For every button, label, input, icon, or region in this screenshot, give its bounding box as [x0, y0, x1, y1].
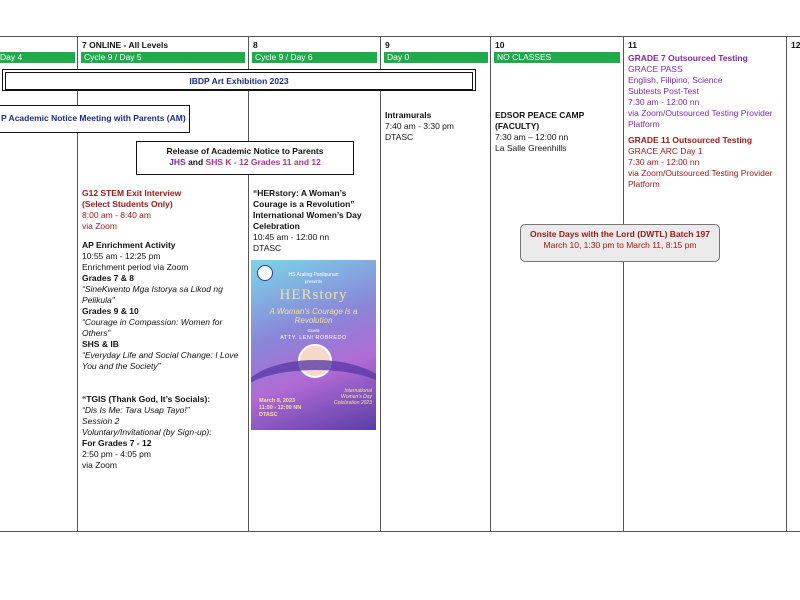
cycle-bar-day-8: Cycle 9 / Day 6: [252, 52, 377, 63]
day-header-11: 11: [628, 40, 637, 50]
tgis-sub1: “Dis Is Me: Tara Usap Tayo!”: [82, 405, 190, 415]
peace-camp-place: La Salle Greenhills: [495, 143, 567, 153]
grade7-testing-line2: English, Filipino, Science: [628, 75, 723, 85]
release-title: Release of Academic Notice to Parents: [166, 146, 324, 156]
release-academic-notice-box: [136, 141, 354, 175]
peace-camp-time: 7:30 am – 12:00 nn: [495, 132, 569, 142]
column-divider: [380, 37, 381, 531]
shs-ib-title: “Everyday Life and Social Change: I Love You and the Society”: [82, 350, 239, 371]
herstory-poster: [251, 260, 376, 430]
onsite-dwtl-dates: March 10, 1:30 pm to March 11, 8:15 pm: [543, 240, 697, 250]
release-audience: [137, 157, 353, 168]
poster-presenter: HS Araling Panlipunan: [288, 272, 339, 278]
onsite-dwtl-box: [520, 224, 720, 262]
intramurals-title: Intramurals: [385, 110, 432, 120]
poster-date: [259, 398, 301, 419]
grades-7-8-title: “SineKwento Mga Istorya sa Likod ng Pelikula”: [82, 284, 223, 305]
shs-ib-label: SHS & IB: [82, 339, 119, 349]
day-header-7: 7 ONLINE - All Levels: [82, 40, 169, 50]
intramurals-time: 7:40 am - 3:30 pm: [385, 121, 454, 131]
grade7-testing-line5: via Zoom/Outsourced Testing Provider Platform: [628, 108, 773, 129]
tgis-sub2: Session 2: [82, 416, 120, 426]
day-8-events: [253, 188, 377, 254]
poster-venue-line: DTASC: [259, 412, 278, 418]
poster-time-line: 11:00 - 12:00 NN: [259, 405, 302, 411]
tgis-sub3: Voluntary/Invitational (by Sign-up):: [82, 427, 212, 437]
cycle-bar-day-6: Day 4: [0, 52, 75, 63]
day-11-events: [628, 53, 784, 190]
day-10-events: [495, 110, 595, 154]
grade11-testing-title: GRADE 11 Outsourced Testing: [628, 135, 753, 145]
release-and: and: [185, 157, 206, 167]
herstory-title: “HERstory: A Woman’s Courage is a Revolution” International Women’s Day Celebration: [253, 188, 362, 231]
grade7-testing-line3: Subtests Post-Test: [628, 86, 699, 96]
onsite-dwtl-title: Onsite Days with the Lord (DWTL) Batch 197: [530, 229, 710, 239]
day-7-events: [82, 188, 244, 471]
column-divider: [248, 37, 249, 531]
grades-9-10-title: “Courage in Compassion: Women for Others”: [82, 317, 223, 338]
g12-exit-interview-via: via Zoom: [82, 221, 117, 231]
column-divider: [786, 37, 787, 531]
grades-9-10-label: Grades 9 & 10: [82, 306, 139, 316]
peace-camp-title: EDSOR PEACE CAMP (FACULTY): [495, 110, 585, 131]
ap-enrichment-time: 10:55 am - 12:25 pm: [82, 251, 161, 261]
grade7-testing-line1: GRACE PASS: [628, 64, 683, 74]
intramurals-place: DTASC: [385, 132, 414, 142]
day-header-12: 12: [791, 40, 800, 50]
academic-notice-meeting-box: P Academic Notice Meeting with Parents (AM): [0, 105, 190, 133]
day-header-9: 9: [385, 40, 390, 50]
cycle-bar-day-7: Cycle 9 / Day 5: [81, 52, 245, 63]
release-shs: SHS K - 12 Grades 11 and 12: [205, 157, 321, 167]
poster-presents: presents: [304, 279, 323, 284]
tgis-time: 2:50 pm - 4:05 pm: [82, 449, 151, 459]
poster-side-text: International Women's Day Celebration 2023: [333, 388, 372, 406]
tgis-for: For Grades 7 - 12: [82, 438, 152, 448]
g12-exit-interview-time: 8:00 am - 8:40 am: [82, 210, 151, 220]
g12-exit-interview-title: G12 STEM Exit Interview: [82, 188, 182, 198]
poster-guest-name: ATTY. LENI ROBREDO: [280, 335, 347, 341]
day-header-8: 8: [253, 40, 258, 50]
grade7-testing-line4: 7:30 am - 12:00 nn: [628, 97, 700, 107]
poster-date-line: March 8, 2023: [259, 398, 296, 404]
column-divider: [623, 37, 624, 531]
herstory-time: 10:45 am - 12:00 nn: [253, 232, 330, 242]
cycle-bar-day-9: Day 0: [384, 52, 488, 63]
poster-title: HERstory: [279, 287, 348, 303]
g12-exit-interview-sub: (Select Students Only): [82, 199, 173, 209]
grade11-testing-line1: GRACE ARC Day 1: [628, 146, 703, 156]
day-header-10: 10: [495, 40, 505, 50]
ap-enrichment-period: Enrichment period via Zoom: [82, 262, 189, 272]
ap-enrichment-title: AP Enrichment Activity: [82, 240, 176, 250]
release-jhs: JHS: [169, 157, 186, 167]
grade11-testing-line3: via Zoom/Outsourced Testing Provider Platform: [628, 168, 773, 189]
poster-guest-label: Guest: [307, 328, 320, 333]
poster-subtitle: A Woman's Courage is a Revolution: [269, 307, 358, 325]
tgis-via: via Zoom: [82, 460, 117, 470]
ibdp-banner: IBDP Art Exhibition 2023: [5, 72, 473, 90]
cycle-bar-day-10: NO CLASSES: [494, 52, 620, 63]
grade7-testing-title: GRADE 7 Outsourced Testing: [628, 53, 748, 63]
herstory-place: DTASC: [253, 243, 282, 253]
grades-7-8-label: Grades 7 & 8: [82, 273, 134, 283]
day-9-events: [385, 110, 489, 143]
ibdp-banner-frame: [2, 69, 476, 91]
tgis-title: “TGIS (Thank God, It’s Socials):: [82, 394, 211, 404]
column-divider: [490, 37, 491, 531]
grade11-testing-line2: 7:30 am - 12:00 nn: [628, 157, 700, 167]
